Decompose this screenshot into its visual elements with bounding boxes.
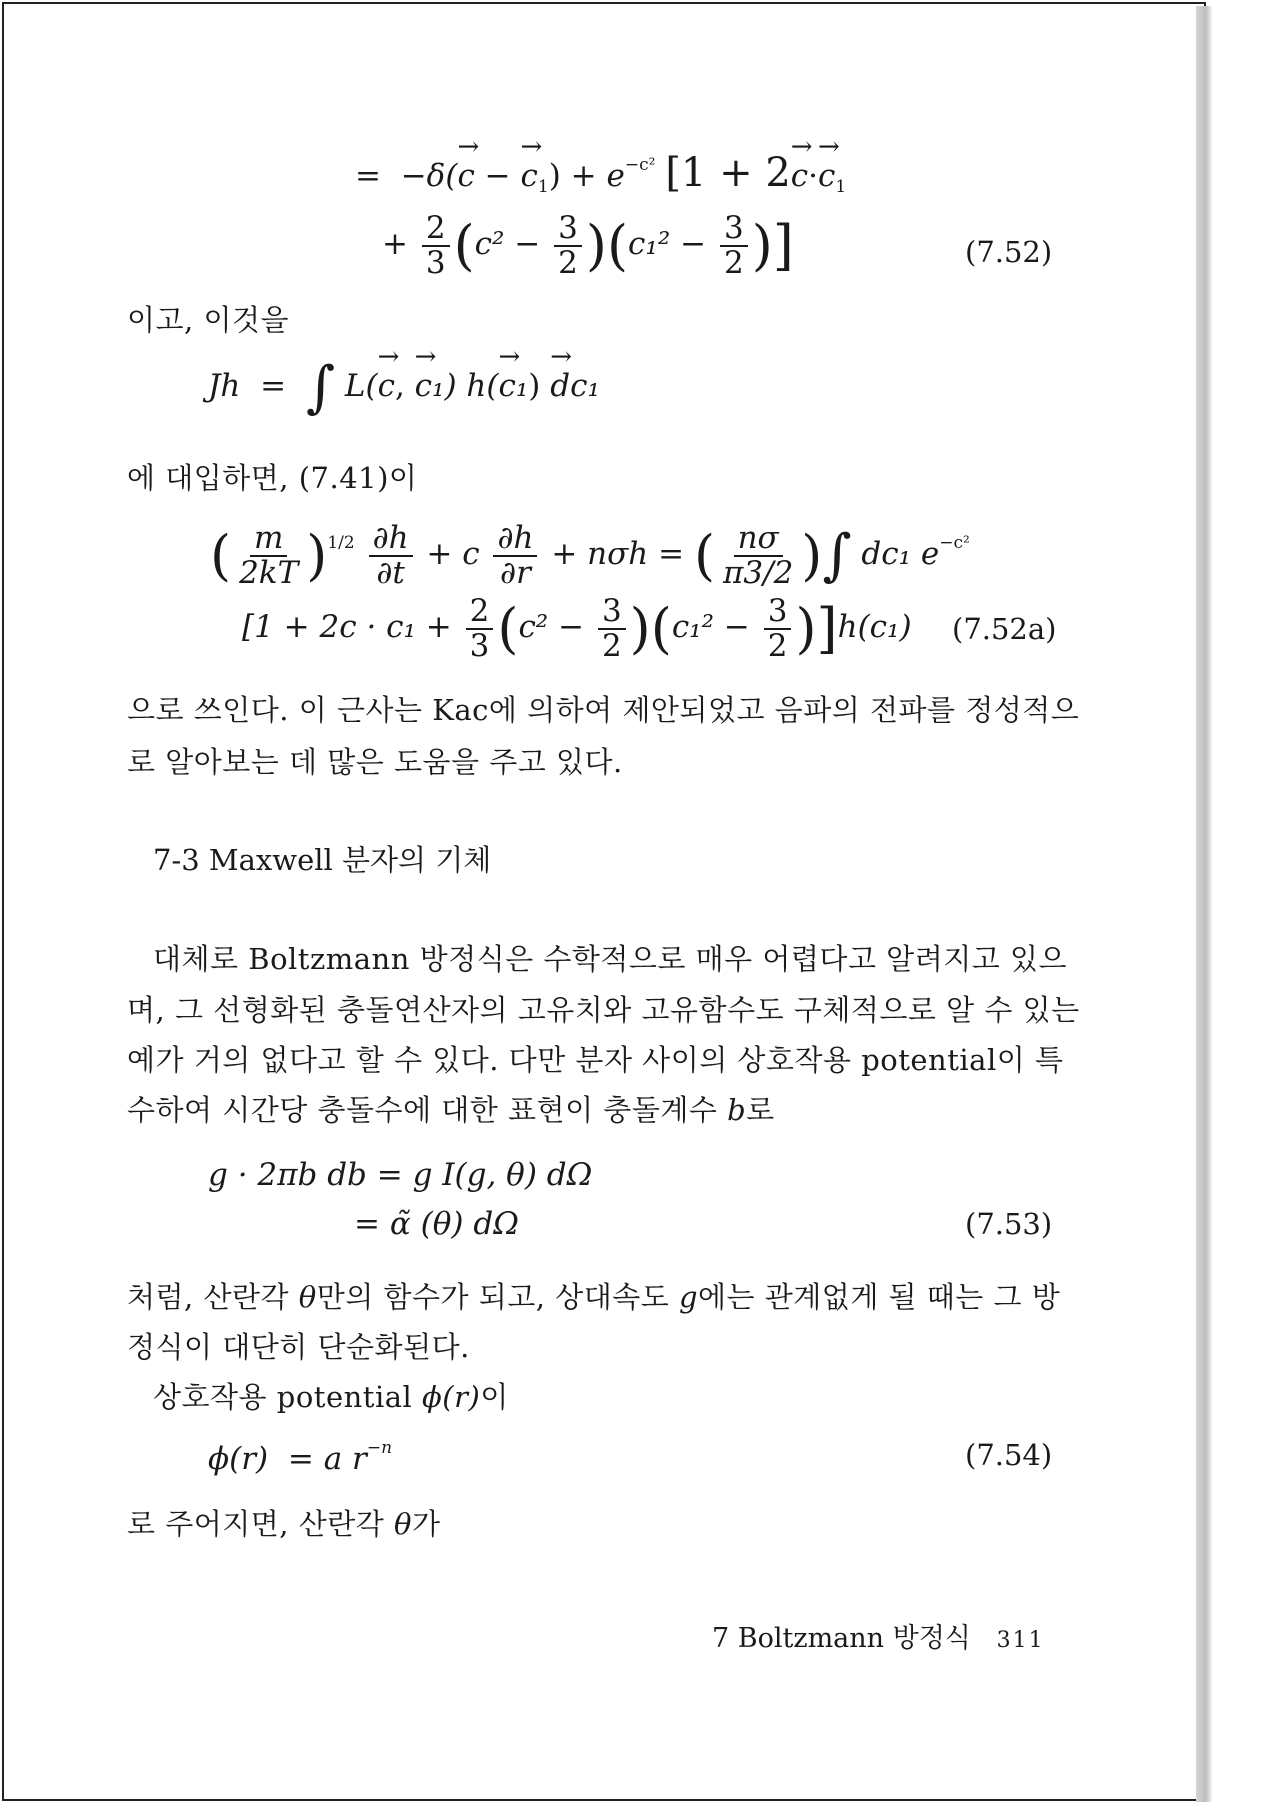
page-edge-shadow: [1196, 6, 1212, 1802]
page-number: 311: [996, 1628, 1045, 1653]
equation-7-52-line1: = −δ(→ c − → $c_1) + e^{-c^2}$ [$1 + 2\to c\cdot\to c_1$: [355, 150, 846, 197]
text-paragraph-main-line4: 수하여 시간당 충돌수에 대한 표현이 충돌계수 b로: [127, 1093, 775, 1127]
equation-7-52a-line2: [1 + 2c · c₁ + $\frac{2}{3}$ (c² − $\frac{3}{2}$ )(c₁² − $\frac{3}{2}$ )]h(c₁): [242, 593, 912, 664]
running-footer: [712, 1616, 1045, 1655]
equation-number-7-53: (7.53): [965, 1207, 1053, 1241]
equation-number-7-52: (7.52): [965, 235, 1053, 269]
equation-7-53-line1: g · 2πb db = g I(g, θ) dΩ: [208, 1157, 593, 1193]
equation-7-52a-line1: ( $\frac{m}{2kT}$ )$^{1/2}$ $\frac{\partial h}{\partial t}$ + c $\frac{\partial h}{\partial r}$ + nσh = ( $\frac{n\sigma}{\pi 3/2}$ )∫ dc₁ $e^{-c^2}$: [210, 520, 970, 591]
text-paragraph-main-line2: 며, 그 선형화된 충돌연산자의 고유치와 고유함수도 구체적으로 알 수 있는: [127, 993, 1080, 1027]
text-paragraph-kac-line1: 으로 쓰인다. 이 근사는 Kac에 의하여 제안되었고 음파의 전파를 정성적으: [127, 693, 1080, 727]
section-heading: 7-3 Maxwell 분자의 기체: [153, 843, 492, 877]
text-potential: 상호작용 potential ϕ(r)이: [153, 1380, 509, 1414]
right-margin: [1212, 0, 1283, 1806]
text-daeip: 에 대입하면, (7.41)이: [127, 461, 418, 495]
equation-number-7-52a: (7.52a): [952, 612, 1057, 646]
equation-7-54: ϕ(r) = a $r^{-n}$: [208, 1438, 393, 1477]
text-given: 로 주어지면, 산란각 θ가: [127, 1507, 441, 1541]
text-igo: 이고, 이것을: [127, 303, 290, 337]
text-paragraph-main-line3: 예가 거의 없다고 할 수 있다. 다만 분자 사이의 상호작용 potential이 특: [127, 1043, 1064, 1077]
equation-7-52-line2: + $\frac{2}{3}$ (c² − $\frac{3}{2}$ )(c₁² − $\frac{3}{2}$ )]: [382, 210, 794, 281]
text-paragraph-main-line1: 대체로 Boltzmann 방정식은 수학적으로 매우 어렵다고 알려지고 있으: [153, 942, 1067, 976]
text-paragraph-scattering-line1: 처럼, 산란각 θ만의 함수가 되고, 상대속도 g에는 관계없게 될 때는 그 방: [127, 1280, 1061, 1314]
text-paragraph-kac-line2: 로 알아보는 데 많은 도움을 주고 있다.: [127, 745, 623, 779]
equation-jh: Jh = ∫ L(→ c, → c₁) h(→ c₁) → dc₁: [208, 355, 600, 420]
equation-number-7-54: (7.54): [965, 1438, 1053, 1472]
text-paragraph-scattering-line2: 정식이 대단히 단순화된다.: [127, 1330, 470, 1364]
footer-chapter: 7 Boltzmann 방정식: [712, 1623, 971, 1654]
equation-7-53-line2: = α̃ (θ) dΩ: [354, 1206, 519, 1242]
